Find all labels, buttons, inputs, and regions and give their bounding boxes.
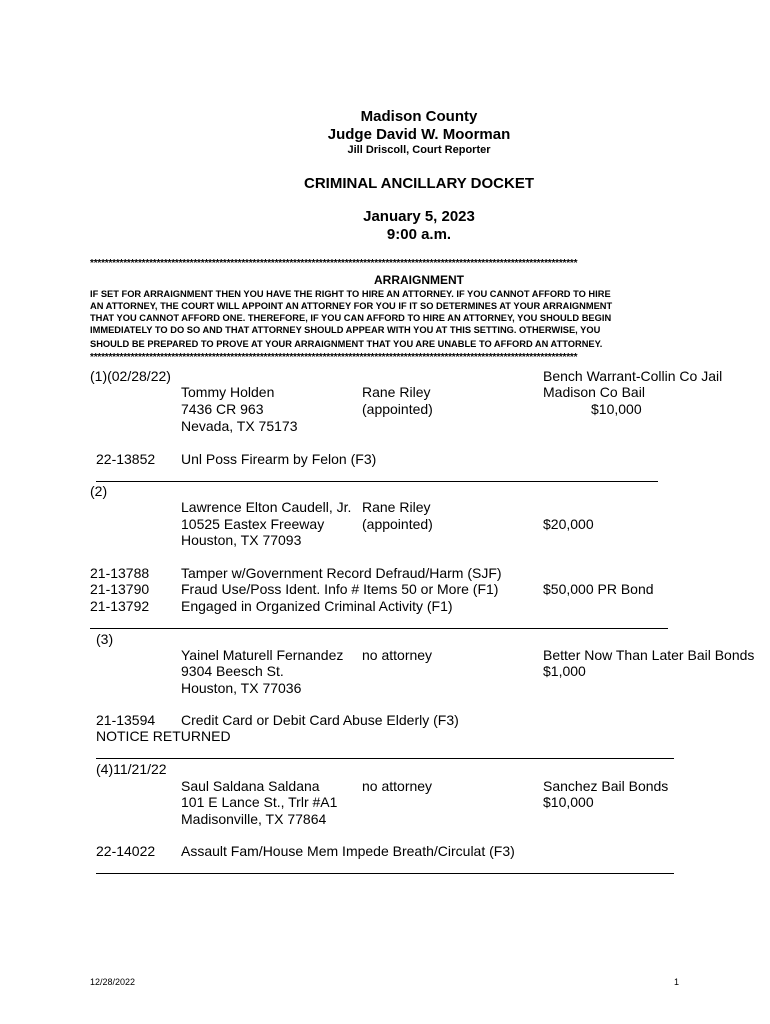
- case-number-label: (3): [96, 631, 114, 647]
- bond-amount: $1,000: [543, 663, 586, 679]
- bond-info: Sanchez Bail Bonds: [543, 778, 669, 794]
- page-number: 1: [674, 977, 680, 987]
- attorney-name: Rane Riley: [362, 384, 431, 400]
- defendant-address: 9304 Beesch St.: [181, 663, 284, 679]
- case-separator: [96, 873, 674, 874]
- case-separator: [90, 628, 668, 629]
- bond-amount: $50,000 PR Bond: [543, 581, 654, 597]
- judge-name: Judge David W. Moorman: [327, 126, 511, 143]
- defendant-city: Houston, TX 77036: [181, 680, 302, 696]
- defendant-city: Nevada, TX 75173: [181, 418, 298, 434]
- charge: Unl Poss Firearm by Felon (F3): [181, 451, 377, 467]
- case-number-label: (2): [90, 483, 108, 499]
- docket-case-number: 21-13790: [90, 581, 150, 597]
- notice-line: IF SET FOR ARRAIGNMENT THEN YOU HAVE THE RIGHT TO HIRE AN ATTORNEY. IF YOU CANNOT AFFORD TO HIRE: [90, 289, 611, 299]
- notice-line: IMMEDIATELY TO DO SO AND THAT ATTORNEY SHOULD APPEAR WITH YOU AT THIS SETTING. OTHERWISE, YOU: [90, 325, 601, 335]
- bond-amount: $20,000: [543, 516, 594, 532]
- docket-case-number: 21-13788: [90, 565, 150, 581]
- attorney-name: no attorney: [362, 778, 433, 794]
- bond-info: Madison Co Bail: [543, 384, 645, 400]
- notice-returned: NOTICE RETURNED: [96, 728, 231, 744]
- defendant-city: Houston, TX 77093: [181, 532, 302, 548]
- attorney-status: (appointed): [362, 401, 433, 417]
- case-separator: [96, 481, 658, 482]
- bond-info: Bench Warrant-Collin Co Jail: [543, 368, 723, 384]
- defendant-address: 10525 Eastex Freeway: [181, 516, 325, 532]
- bond-amount: $10,000: [543, 794, 594, 810]
- asterisk-divider-top: ************************************************************************************************************************************: [90, 259, 578, 269]
- arraignment-notice: [90, 288, 690, 350]
- attorney-status: (appointed): [362, 516, 433, 532]
- notice-line: THAT YOU CANNOT AFFORD ONE. THEREFORE, IF YOU CAN AFFORD TO HIRE AN ATTORNEY, YOU SHOULD BEGIN: [90, 313, 612, 323]
- asterisk-divider-bottom: ************************************************************************************************************************************: [90, 353, 578, 363]
- charge: Credit Card or Debit Card Abuse Elderly (F3): [181, 712, 459, 728]
- charge: Tamper w/Government Record Defraud/Harm (SJF): [181, 565, 502, 581]
- bond-info: Better Now Than Later Bail Bonds: [543, 647, 755, 663]
- defendant-name: Yainel Maturell Fernandez: [181, 647, 344, 663]
- charge: Assault Fam/House Mem Impede Breath/Circulat (F3): [181, 843, 515, 859]
- notice-line: SHOULD BE PREPARED TO PROVE AT YOUR ARRAIGNMENT THAT YOU ARE UNABLE TO AFFORD AN ATTORNEY.: [90, 339, 603, 349]
- docket-case-number: 22-14022: [96, 843, 156, 859]
- defendant-city: Madisonville, TX 77864: [181, 811, 327, 827]
- case-number-label: (4)11/21/22: [96, 761, 167, 777]
- footer-date: 12/28/2022: [90, 977, 136, 987]
- defendant-address: 7436 CR 963: [181, 401, 264, 417]
- arraignment-heading: ARRAIGNMENT: [374, 273, 464, 287]
- attorney-name: no attorney: [362, 647, 433, 663]
- defendant-address: 101 E Lance St., Trlr #A1: [181, 794, 338, 810]
- bond-amount: $10,000: [591, 401, 642, 417]
- court-reporter: Jill Driscoll, Court Reporter: [347, 144, 491, 156]
- docket-time: 9:00 a.m.: [386, 226, 452, 243]
- charge: Engaged in Organized Criminal Activity (F1): [181, 598, 453, 614]
- notice-line: AN ATTORNEY, THE COURT WILL APPOINT AN ATTORNEY FOR YOU IF IT SO DETERMINES AT YOUR ARRAIGNMENT: [90, 301, 613, 311]
- attorney-name: Rane Riley: [362, 499, 431, 515]
- docket-title: CRIMINAL ANCILLARY DOCKET: [304, 175, 534, 192]
- docket-date: January 5, 2023: [363, 208, 475, 225]
- docket-case-number: 21-13594: [96, 712, 156, 728]
- defendant-name: Saul Saldana Saldana: [181, 778, 320, 794]
- docket-case-number: 21-13792: [90, 598, 150, 614]
- charge: Fraud Use/Poss Ident. Info # Items 50 or More (F1): [181, 581, 499, 597]
- docket-case-number: 22-13852: [96, 451, 156, 467]
- case-separator: [96, 758, 674, 759]
- county-title: Madison County: [360, 108, 478, 125]
- case-number-label: (1)(02/28/22): [90, 368, 171, 384]
- defendant-name: Tommy Holden: [181, 384, 275, 400]
- defendant-name: Lawrence Elton Caudell, Jr.: [181, 499, 352, 515]
